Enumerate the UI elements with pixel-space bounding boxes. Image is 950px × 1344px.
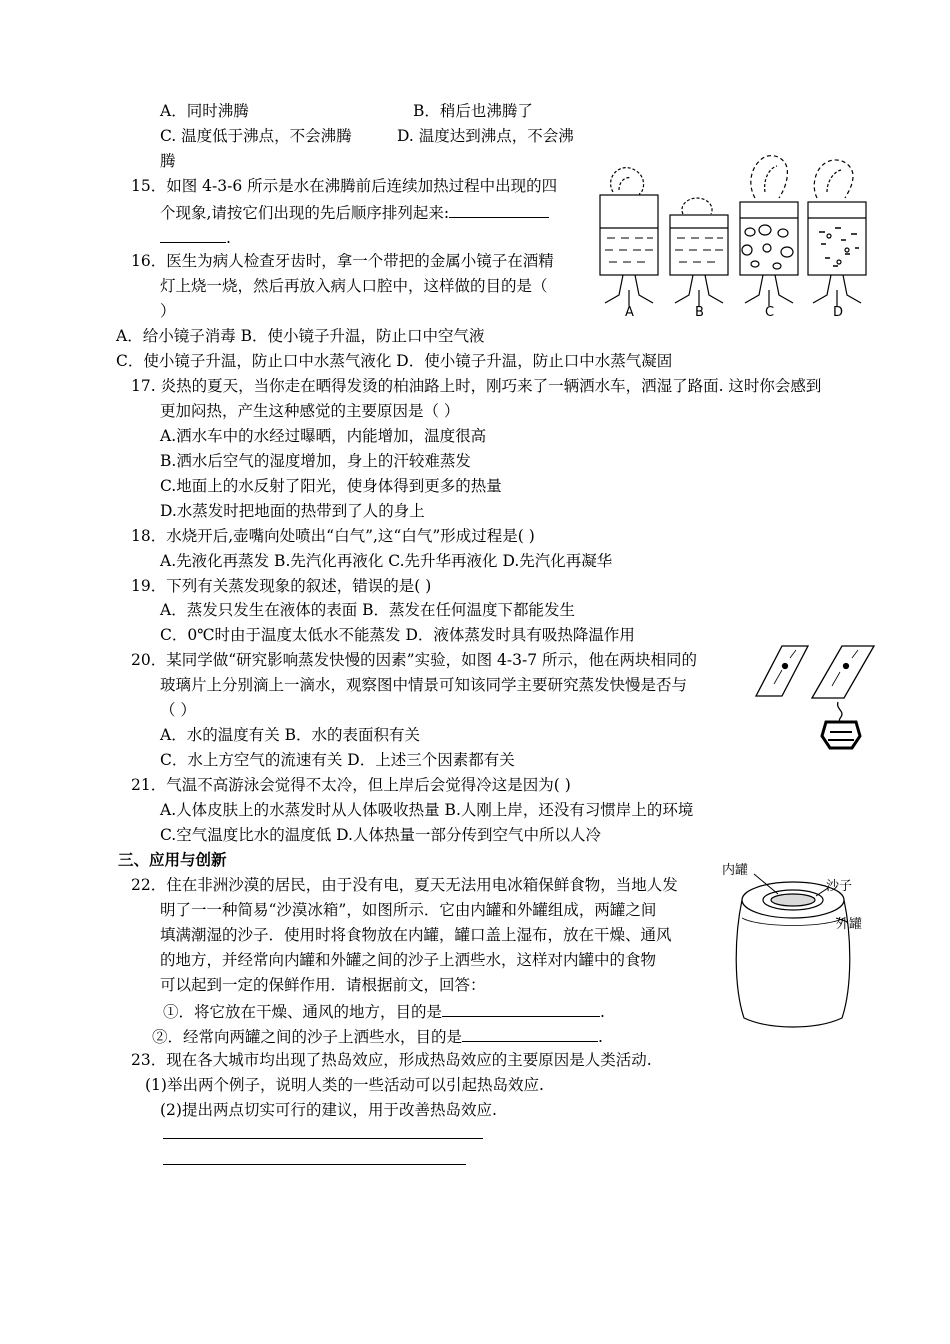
fig436-label-c: C (765, 305, 775, 320)
fig436-label-a: A (625, 305, 634, 320)
q22-sub2 (152, 1025, 603, 1047)
jar-label-outer: 外罐 (836, 917, 863, 932)
q16-line2: 灯上烧一烧，然后再放入病人口腔中，这样做的目的是（ (160, 277, 548, 295)
q22-sub1 (163, 1000, 605, 1022)
q18-line1: 18．水烧开后,壶嘴向处喷出“白气”,这“白气”形成过程是( ) (131, 527, 535, 545)
q15-line1: 15．如图 4-3-6 所示是水在沸腾前后连续加热过程中出现的四 (131, 177, 558, 195)
q22-line1: 22．住在非洲沙漠的居民，由于没有电，夏天无法用电冰箱保鲜食物，当地人发 (131, 876, 678, 894)
q17-option-a: A.洒水车中的水经过曝晒，内能增加，温度很高 (160, 427, 487, 445)
q16-line3: ） (160, 302, 176, 320)
q20-line2: 玻璃片上分别滴上一滴水，观察图中情景可知该同学主要研究蒸发快慢是否与 (160, 676, 688, 694)
q21-line1: 21．气温不高游泳会觉得不太冷，但上岸后会觉得冷这是因为( ) (131, 776, 571, 794)
figure-4-3-6-boiling (595, 140, 867, 320)
q16-options-ab: A．给小镜子消毒 B．使小镜子升温，防止口中空气液 (116, 327, 485, 345)
q23-sub1: (1)举出两个例子，说明人类的一些活动可以引起热岛效应. (145, 1076, 544, 1094)
q22-line3: 填满潮湿的沙子．使用时将食物放在内罐，罐口盖上湿布，放在干燥、通风 (160, 926, 672, 944)
q22-line2: 明了一一种简易“沙漠冰箱”，如图所示．它由内罐和外罐组成，两罐之间 (160, 901, 657, 919)
q22-sub2-period: . (598, 1028, 603, 1046)
q14-option-d-cont: 腾 (160, 152, 176, 170)
q22-sub1-period: . (600, 1003, 605, 1021)
q22-line4: 的地方，并经常向内罐和外罐之间的沙子上洒些水，这样对内罐中的食物 (160, 951, 657, 969)
q15-answer-blank-cont[interactable] (160, 226, 226, 243)
beaker-c (740, 156, 798, 306)
q22-sub1-blank[interactable] (442, 1000, 600, 1017)
q22-sub2-text: ②．经常向两罐之间的沙子上洒些水，目的是 (152, 1028, 463, 1046)
section-3-title-text: 三、应用与创新 (118, 850, 227, 869)
q20-line1: 20．某同学做“研究影响蒸发快慢的因素”实验，如图 4-3-7 所示，他在两块相同的 (131, 651, 697, 669)
q19-options-ab: A．蒸发只发生在液体的表面 B．蒸发在任何温度下都能发生 (160, 601, 576, 619)
q22-sub1-text: ①．将它放在干燥、通风的地方，目的是 (163, 1003, 443, 1021)
q23-line1: 23．现在各大城市均出现了热岛效应，形成热岛效应的主要原因是人类活动. (131, 1051, 652, 1069)
q23-answer-line-1[interactable] (163, 1138, 483, 1139)
jar-label-inner: 内罐 (722, 863, 749, 878)
q17-line1: 17. 炎热的夏天，当你走在晒得发烫的柏油路上时，刚巧来了一辆洒水车，洒湿了路面. 这时你会感到 (131, 377, 822, 395)
q23-sub2: (2)提出两点切实可行的建议，用于改善热岛效应. (160, 1101, 497, 1119)
section-3-title (118, 850, 227, 870)
q15-line3 (160, 226, 231, 248)
q21-options-ab: A.人体皮肤上的水蒸发时从人体吸收热量 B.人刚上岸，还没有习惯岸上的环境 (160, 801, 694, 819)
q15-answer-blank[interactable] (449, 201, 549, 218)
q14-option-c: C. 温度低于沸点，不会沸腾 (160, 127, 352, 145)
q18-options: A.先液化再蒸发 B.先汽化再液化 C.先升华再液化 D.先汽化再凝华 (160, 552, 613, 570)
beaker-d (808, 160, 866, 306)
beaker-b (670, 198, 728, 306)
fig436-label-b: B (695, 305, 704, 320)
q17-option-d: D.水蒸发时把地面的热带到了人的身上 (160, 502, 425, 520)
q15-line2-text: 个现象,请按它们出现的先后顺序排列起来: (160, 204, 450, 222)
beaker-a (600, 168, 658, 306)
q19-options-cd: C．0℃时由于温度太低水不能蒸发 D．液体蒸发时具有吸热降温作用 (160, 626, 635, 644)
figure-desert-fridge (720, 858, 870, 1033)
jar-label-sand: 沙子 (826, 879, 853, 894)
q17-line2: 更加闷热，产生这种感觉的主要原因是（ ） (160, 402, 460, 420)
q23-answer-line-2[interactable] (163, 1164, 466, 1165)
q17-option-c: C.地面上的水反射了阳光，使身体得到更多的热量 (160, 477, 502, 495)
q16-line1: 16．医生为病人检查牙齿时，拿一个带把的金属小镜子在酒精 (131, 252, 554, 270)
q14-option-a: A．同时沸腾 (160, 102, 249, 120)
q20-options-ab: A．水的温度有关 B．水的表面积有关 (160, 726, 421, 744)
fig436-label-d: D (833, 305, 844, 320)
q20-options-cd: C．水上方空气的流速有关 D．上述三个因素都有关 (160, 751, 515, 769)
q22-line5: 可以起到一定的保鲜作用．请根据前文，回答： (160, 976, 486, 994)
q15-line2 (160, 201, 549, 223)
q22-sub2-blank[interactable] (462, 1025, 598, 1042)
q20-line3: （ ） (160, 701, 196, 719)
q15-period: . (226, 229, 231, 247)
figure-4-3-7-glass-slides (752, 640, 882, 760)
q14-option-d: D. 温度达到沸点，不会沸 (397, 127, 574, 145)
q14-option-b: B．稍后也沸腾了 (413, 102, 533, 120)
q21-options-cd: C.空气温度比水的温度低 D.人体热量一部分传到空气中所以人冷 (160, 826, 601, 844)
q19-line1: 19．下列有关蒸发现象的叙述，错误的是( ) (131, 577, 432, 595)
q16-options-cd: C．使小镜子升温，防止口中水蒸气液化 D．使小镜子升温，防止口中水蒸气凝固 (116, 352, 673, 370)
q17-option-b: B.洒水后空气的湿度增加，身上的汗较难蒸发 (160, 452, 471, 470)
